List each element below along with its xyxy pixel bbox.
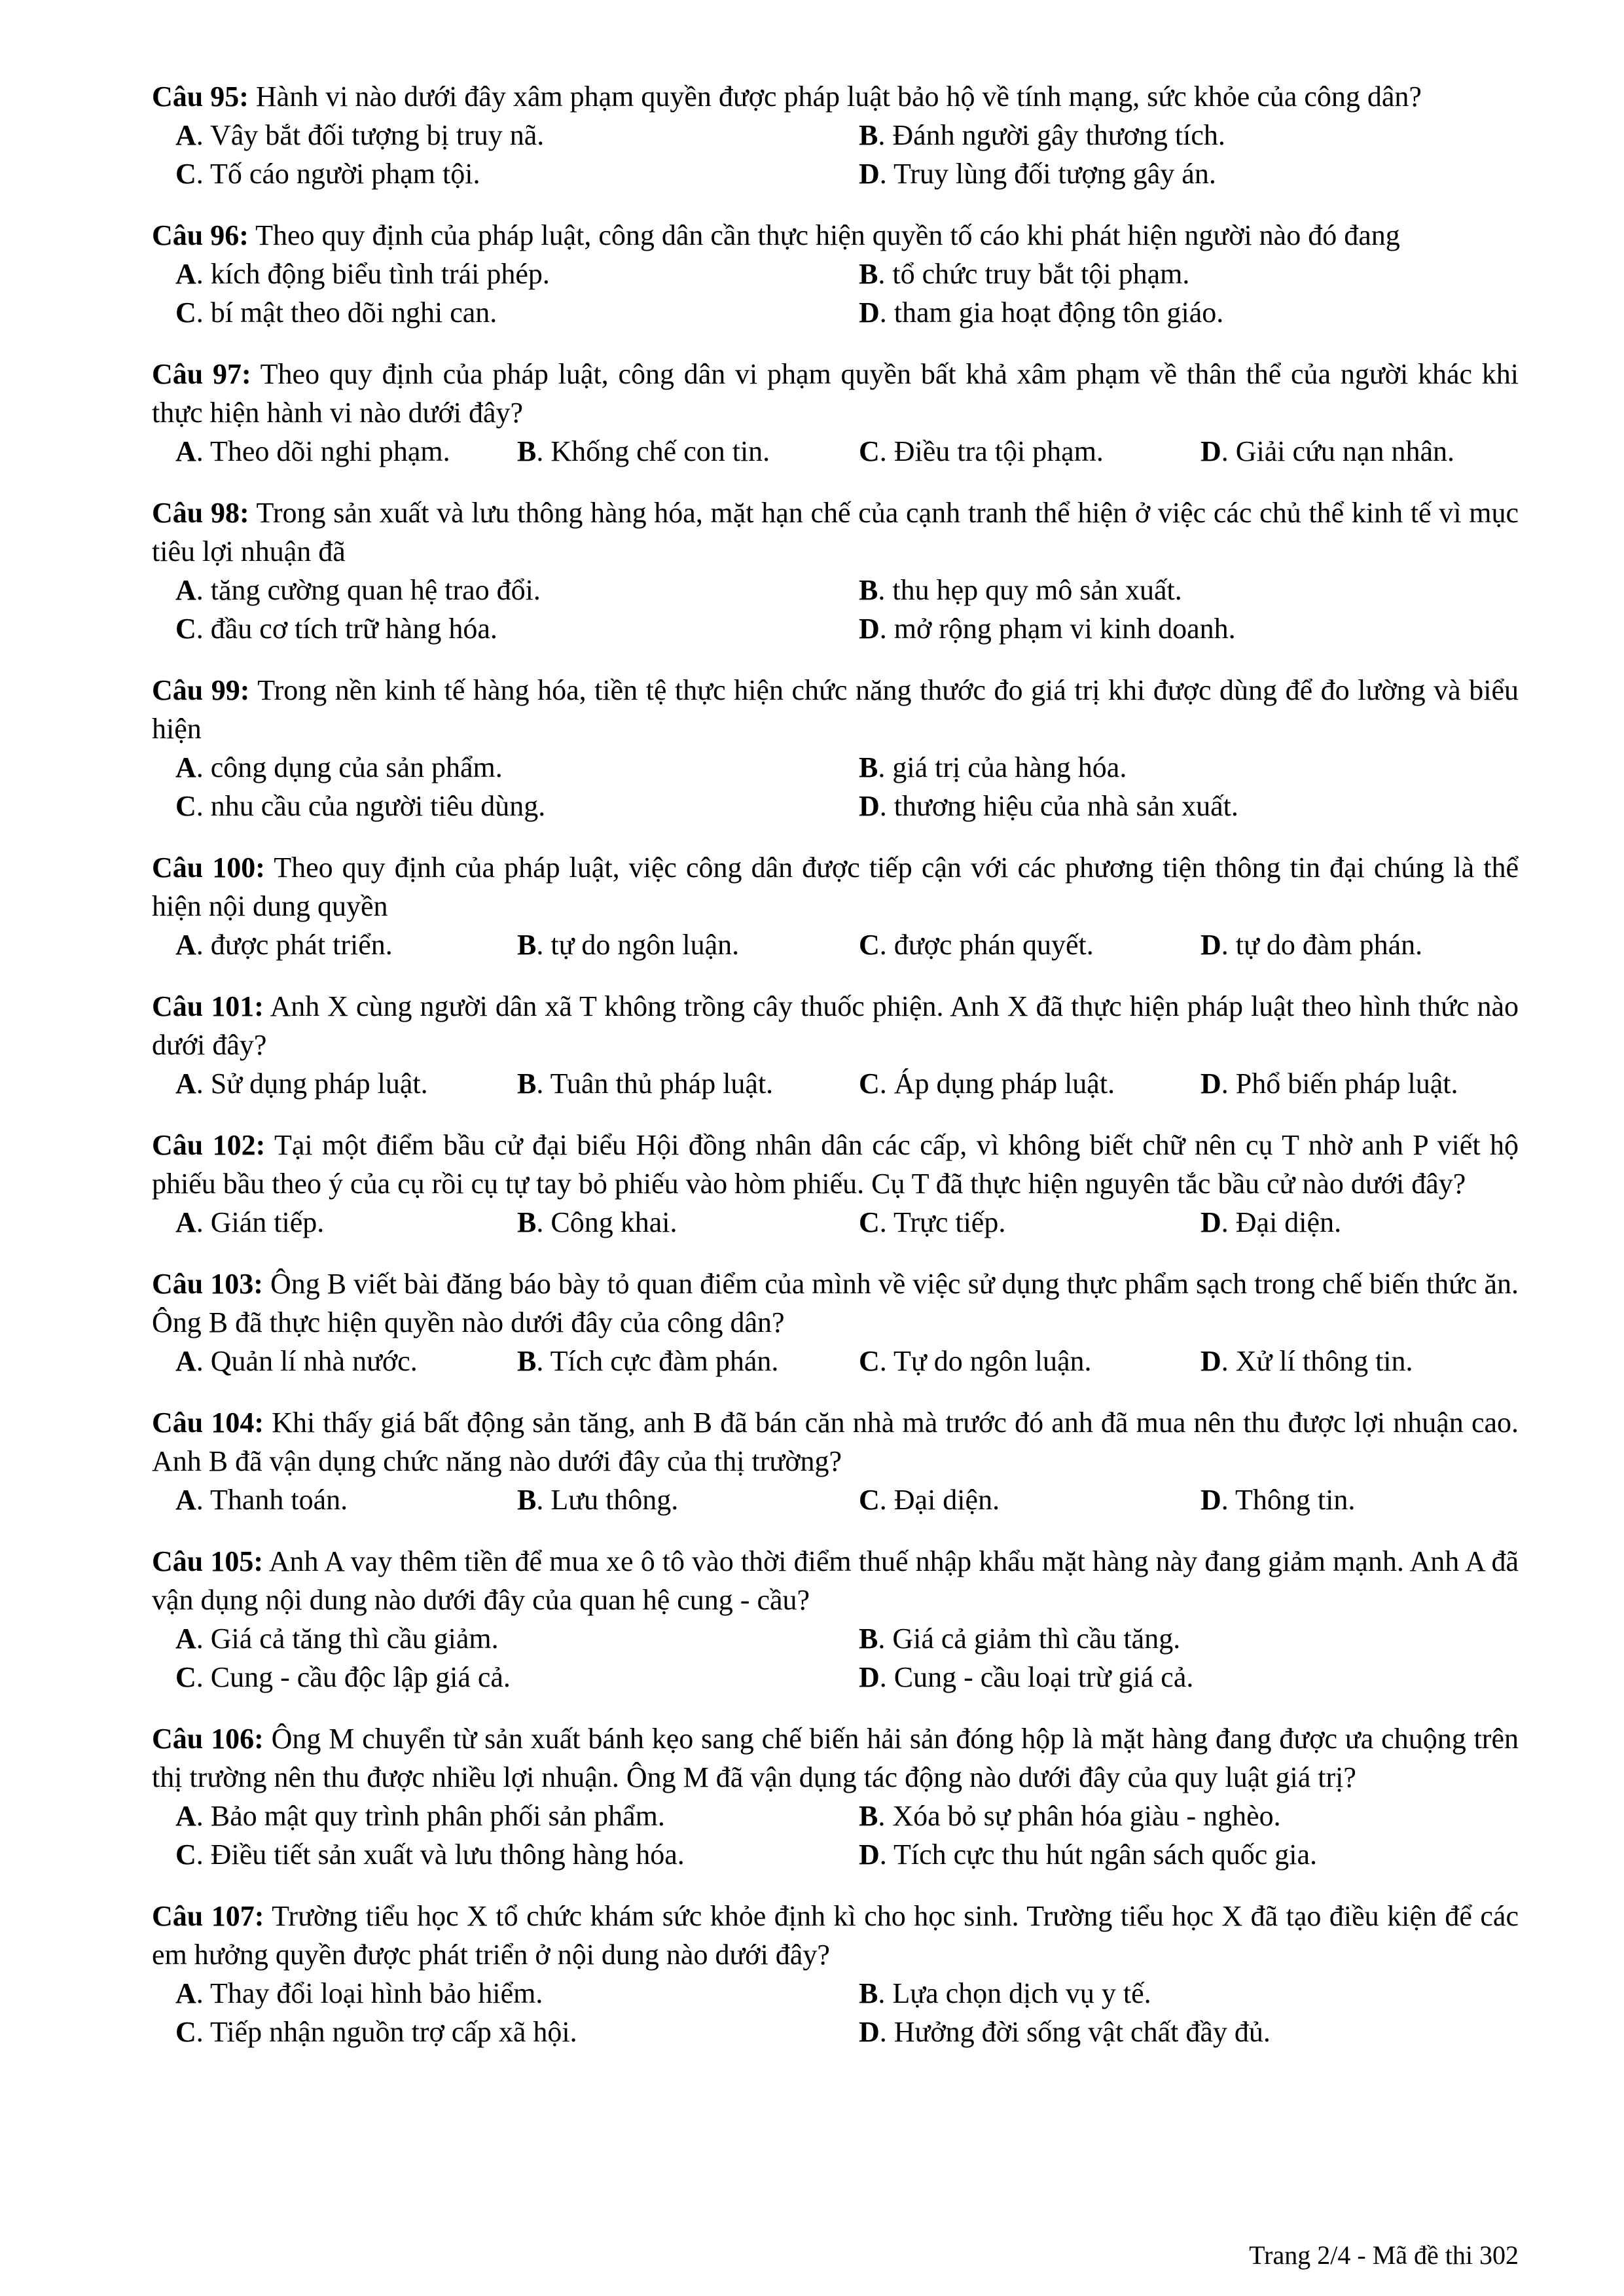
question-text <box>152 1126 1519 1203</box>
option-text: Theo dõi nghi phạm. <box>210 435 450 467</box>
option-text: Giá cả giảm thì cầu tăng. <box>892 1623 1181 1655</box>
option-letter: D <box>859 158 880 190</box>
answer-option: B. tổ chức truy bắt tội phạm. <box>859 258 1190 290</box>
question-number: Câu 97: <box>152 358 251 390</box>
question-stem: Theo quy định của pháp luật, việc công dân được tiếp cận với các phương tiện thông tin đại chúng là thể hiện nội dung quyền <box>152 852 1519 922</box>
option-letter: A <box>175 1800 196 1832</box>
option-text: tự do ngôn luận. <box>550 929 740 961</box>
option-letter: D <box>859 613 880 645</box>
option-letter: D <box>859 2016 880 2048</box>
option-text: được phán quyết. <box>893 929 1094 961</box>
option-text: Áp dụng pháp luật. <box>893 1067 1115 1100</box>
option-letter: C <box>859 1345 880 1377</box>
option-letter: B <box>859 1800 878 1832</box>
question-text <box>152 671 1519 748</box>
option-text: Xóa bỏ sự phân hóa giàu - nghèo. <box>892 1800 1281 1832</box>
question-text <box>152 216 1519 255</box>
question-number: Câu 106: <box>152 1723 264 1755</box>
option-letter: C <box>175 613 196 645</box>
question-number: Câu 101: <box>152 990 264 1022</box>
question-text <box>152 1897 1519 1974</box>
option-letter: A <box>175 1345 196 1377</box>
question-number: Câu 107: <box>152 1900 264 1932</box>
option-text: Thanh toán. <box>210 1484 348 1516</box>
question-number: Câu 100: <box>152 852 265 884</box>
answer-option: C. Tự do ngôn luận. <box>859 1345 1092 1377</box>
option-letter: D <box>1200 1345 1221 1377</box>
option-text: tổ chức truy bắt tội phạm. <box>892 258 1190 290</box>
option-text: Sử dụng pháp luật. <box>210 1067 428 1100</box>
question <box>152 848 1519 964</box>
option-text: Lưu thông. <box>550 1484 679 1516</box>
question-stem: Khi thấy giá bất động sản tăng, anh B đã bán căn nhà mà trước đó anh đã mua nên thu được lợi nhuận cao. Anh B đã vận dụng chức năng nào dưới đây của thị trường? <box>152 1407 1519 1477</box>
option-text: thương hiệu của nhà sản xuất. <box>893 790 1238 822</box>
option-letter: C <box>859 1484 880 1516</box>
question <box>152 1719 1519 1874</box>
answer-option: B. Khống chế con tin. <box>517 435 770 467</box>
option-text: Tố cáo người phạm tội. <box>210 158 480 190</box>
answer-option: D. mở rộng phạm vi kinh doanh. <box>859 613 1236 645</box>
answer-option: B. Tích cực đàm phán. <box>517 1345 779 1377</box>
answer-option: B. giá trị của hàng hóa. <box>859 751 1127 783</box>
option-text: tham gia hoạt động tôn giáo. <box>893 296 1224 329</box>
option-letter: D <box>1200 1484 1221 1516</box>
option-text: Đại diện. <box>1235 1206 1342 1238</box>
answer-option: A. Bảo mật quy trình phân phối sản phẩm. <box>175 1800 665 1832</box>
option-letter: A <box>175 1206 196 1238</box>
answer-option: B. Tuân thủ pháp luật. <box>517 1067 774 1100</box>
option-letter: A <box>175 435 196 467</box>
answer-option: D. tự do đàm phán. <box>1200 929 1423 961</box>
option-letter: C <box>175 790 196 822</box>
answer-option: D. Xử lí thông tin. <box>1200 1345 1413 1377</box>
answer-option: A. Quản lí nhà nước. <box>175 1345 418 1377</box>
answer-option: C. Cung - cầu độc lập giá cả. <box>175 1661 511 1693</box>
option-text: công dụng của sản phẩm. <box>210 751 503 783</box>
option-text: tự do đàm phán. <box>1235 929 1423 961</box>
option-letter: A <box>175 574 196 606</box>
option-letter: B <box>517 1484 537 1516</box>
option-text: Tích cực thu hút ngân sách quốc gia. <box>893 1839 1317 1871</box>
option-text: tăng cường quan hệ trao đổi. <box>210 574 541 606</box>
question <box>152 1126 1519 1242</box>
question-stem: Trường tiểu học X tổ chức khám sức khỏe định kì cho học sinh. Trường tiểu học X đã tạo điều kiện để các em hưởng quyền được phát triển ở nội dung nào dưới đây? <box>152 1900 1519 1971</box>
option-text: Gián tiếp. <box>210 1206 325 1238</box>
option-text: Tự do ngôn luận. <box>893 1345 1092 1377</box>
answer-option: D. Hưởng đời sống vật chất đầy đủ. <box>859 2016 1271 2048</box>
answer-option: D. Thông tin. <box>1200 1484 1356 1516</box>
answer-option: C. Đại diện. <box>859 1484 1000 1516</box>
answer-option: A. kích động biểu tình trái phép. <box>175 258 550 290</box>
question-text <box>152 1265 1519 1342</box>
option-text: Tích cực đàm phán. <box>550 1345 779 1377</box>
option-letter: B <box>517 435 537 467</box>
option-letter: B <box>517 1067 537 1100</box>
option-text: được phát triển. <box>210 929 393 961</box>
answer-option: A. Sử dụng pháp luật. <box>175 1067 428 1100</box>
answer-option: C. Tiếp nhận nguồn trợ cấp xã hội. <box>175 2016 577 2048</box>
question <box>152 355 1519 471</box>
question-number: Câu 103: <box>152 1268 263 1300</box>
option-letter: C <box>859 929 880 961</box>
answer-option: D. Giải cứu nạn nhân. <box>1200 435 1454 467</box>
answer-option: A. được phát triển. <box>175 929 393 961</box>
answer-option: A. Vây bắt đối tượng bị truy nã. <box>175 119 545 151</box>
question <box>152 1403 1519 1519</box>
option-letter: A <box>175 119 196 151</box>
option-letter: C <box>175 2016 196 2048</box>
question-text <box>152 493 1519 571</box>
option-letter: B <box>517 1206 537 1238</box>
option-text: Đại diện. <box>893 1484 1000 1516</box>
option-letter: D <box>859 1661 880 1693</box>
question-text <box>152 1542 1519 1619</box>
answer-option: B. Lưu thông. <box>517 1484 679 1516</box>
option-text: Thông tin. <box>1235 1484 1356 1516</box>
question-stem: Trong nền kinh tế hàng hóa, tiền tệ thực hiện chức năng thước đo giá trị khi được dùng để đo lường và biểu hiện <box>152 674 1519 745</box>
option-text: Thay đổi loại hình bảo hiểm. <box>210 1977 543 2009</box>
answer-option: C. Trực tiếp. <box>859 1206 1006 1238</box>
option-letter: D <box>1200 435 1221 467</box>
option-text: giá trị của hàng hóa. <box>892 751 1127 783</box>
answer-option: C. bí mật theo dõi nghi can. <box>175 296 497 329</box>
question-text <box>152 1403 1519 1480</box>
option-letter: C <box>175 158 196 190</box>
option-letter: D <box>859 790 880 822</box>
option-text: Điều tra tội phạm. <box>893 435 1104 467</box>
answer-option: D. Đại diện. <box>1200 1206 1342 1238</box>
option-text: đầu cơ tích trữ hàng hóa. <box>210 613 497 645</box>
answer-option: D. Phổ biến pháp luật. <box>1200 1067 1458 1100</box>
option-letter: A <box>175 1977 196 2009</box>
answer-option: C. đầu cơ tích trữ hàng hóa. <box>175 613 497 645</box>
question-text <box>152 77 1519 116</box>
option-text: Điều tiết sản xuất và lưu thông hàng hóa. <box>210 1839 685 1871</box>
answer-option: A. Thanh toán. <box>175 1484 348 1516</box>
option-text: Hưởng đời sống vật chất đầy đủ. <box>893 2016 1271 2048</box>
option-letter: B <box>859 119 878 151</box>
option-text: mở rộng phạm vi kinh doanh. <box>893 613 1236 645</box>
question-number: Câu 96: <box>152 219 249 251</box>
answer-option: B. Giá cả giảm thì cầu tăng. <box>859 1623 1181 1655</box>
option-text: Khống chế con tin. <box>550 435 770 467</box>
answer-option: A. Giá cả tăng thì cầu giảm. <box>175 1623 499 1655</box>
option-text: Truy lùng đối tượng gây án. <box>893 158 1216 190</box>
question-stem: Tại một điểm bầu cử đại biểu Hội đồng nhân dân các cấp, vì không biết chữ nên cụ T nhờ anh P viết hộ phiếu bầu theo ý của cụ rồi cụ tự tay bỏ phiếu vào hòm phiếu. Cụ T đã thực hiện nguyên tắc bầu cử nào dưới đây? <box>152 1129 1519 1200</box>
page-footer: Trang 2/4 - Mã đề thi 302 <box>1249 2240 1519 2270</box>
answer-option: D. tham gia hoạt động tôn giáo. <box>859 296 1224 329</box>
option-text: Quản lí nhà nước. <box>210 1345 418 1377</box>
option-text: nhu cầu của người tiêu dùng. <box>210 790 546 822</box>
option-letter: C <box>859 1067 880 1100</box>
answer-option: C. Áp dụng pháp luật. <box>859 1067 1115 1100</box>
answer-option: B. Đánh người gây thương tích. <box>859 119 1225 151</box>
option-letter: A <box>175 1623 196 1655</box>
answer-option: C. được phán quyết. <box>859 929 1094 961</box>
answer-option: C. Điều tra tội phạm. <box>859 435 1104 467</box>
question <box>152 216 1519 332</box>
option-letter: C <box>175 296 196 329</box>
option-text: Cung - cầu độc lập giá cả. <box>210 1661 511 1693</box>
option-text: kích động biểu tình trái phép. <box>210 258 550 290</box>
answer-option: B. Lựa chọn dịch vụ y tế. <box>859 1977 1151 2009</box>
option-letter: B <box>859 574 878 606</box>
option-text: Trực tiếp. <box>893 1206 1006 1238</box>
option-letter: B <box>859 258 878 290</box>
option-text: Bảo mật quy trình phân phối sản phẩm. <box>210 1800 665 1832</box>
question-text <box>152 1719 1519 1797</box>
option-letter: D <box>859 296 880 329</box>
option-letter: C <box>175 1661 196 1693</box>
option-text: Tuân thủ pháp luật. <box>550 1067 774 1100</box>
option-letter: A <box>175 1484 196 1516</box>
option-letter: B <box>517 929 537 961</box>
question-text <box>152 848 1519 925</box>
question <box>152 1265 1519 1380</box>
option-text: Phổ biến pháp luật. <box>1235 1067 1458 1100</box>
question-text <box>152 987 1519 1064</box>
option-text: Vây bắt đối tượng bị truy nã. <box>210 119 545 151</box>
question-stem: Anh X cùng người dân xã T không trồng cây thuốc phiện. Anh X đã thực hiện pháp luật theo hình thức nào dưới đây? <box>152 990 1519 1061</box>
option-text: Cung - cầu loại trừ giá cả. <box>893 1661 1194 1693</box>
question <box>152 987 1519 1103</box>
question-stem: Anh A vay thêm tiền để mua xe ô tô vào thời điểm thuế nhập khẩu mặt hàng này đang giảm mạnh. Anh A đã vận dụng nội dung nào dưới đây của quan hệ cung - cầu? <box>152 1545 1519 1616</box>
option-letter: D <box>1200 1206 1221 1238</box>
question-stem: Hành vi nào dưới đây xâm phạm quyền được pháp luật bảo hộ về tính mạng, sức khỏe của công dân? <box>255 81 1422 113</box>
answer-option: D. Truy lùng đối tượng gây án. <box>859 158 1216 190</box>
option-text: thu hẹp quy mô sản xuất. <box>892 574 1182 606</box>
option-letter: A <box>175 751 196 783</box>
answer-option: A. Gián tiếp. <box>175 1206 325 1238</box>
answer-option: A. Theo dõi nghi phạm. <box>175 435 450 467</box>
answer-option: B. Xóa bỏ sự phân hóa giàu - nghèo. <box>859 1800 1281 1832</box>
option-letter: D <box>859 1839 880 1871</box>
answer-option: D. Tích cực thu hút ngân sách quốc gia. <box>859 1839 1317 1871</box>
question-stem: Ông M chuyển từ sản xuất bánh kẹo sang chế biến hải sản đóng hộp là mặt hàng đang được ưa chuộng trên thị trường nên thu được nhiều lợi nhuận. Ông M đã vận dụng tác động nào dưới đây của quy luật giá trị? <box>152 1723 1519 1793</box>
option-text: Tiếp nhận nguồn trợ cấp xã hội. <box>210 2016 577 2048</box>
option-text: Xử lí thông tin. <box>1235 1345 1413 1377</box>
option-text: Đánh người gây thương tích. <box>892 119 1225 151</box>
question-number: Câu 105: <box>152 1545 264 1577</box>
question-stem: Trong sản xuất và lưu thông hàng hóa, mặt hạn chế của cạnh tranh thể hiện ở việc các chủ thể kinh tế vì mục tiêu lợi nhuận đã <box>152 497 1519 567</box>
question-stem: Theo quy định của pháp luật, công dân cần thực hiện quyền tố cáo khi phát hiện người nào đó đang <box>255 219 1400 251</box>
option-letter: B <box>517 1345 537 1377</box>
answer-option: A. tăng cường quan hệ trao đổi. <box>175 574 541 606</box>
answer-option: A. công dụng của sản phẩm. <box>175 751 503 783</box>
option-letter: C <box>859 1206 880 1238</box>
exam-page <box>152 77 1519 2074</box>
option-letter: B <box>859 1623 878 1655</box>
question-stem: Ông B viết bài đăng báo bày tỏ quan điểm của mình về việc sử dụng thực phẩm sạch trong chế biến thức ăn. Ông B đã thực hiện quyền nào dưới đây của công dân? <box>152 1268 1519 1338</box>
question-number: Câu 98: <box>152 497 249 529</box>
option-letter: C <box>175 1839 196 1871</box>
answer-option: A. Thay đổi loại hình bảo hiểm. <box>175 1977 543 2009</box>
answer-option: C. Tố cáo người phạm tội. <box>175 158 480 190</box>
question-number: Câu 102: <box>152 1129 266 1161</box>
question <box>152 493 1519 648</box>
option-text: Lựa chọn dịch vụ y tế. <box>892 1977 1151 2009</box>
option-letter: D <box>1200 929 1221 961</box>
answer-option: D. thương hiệu của nhà sản xuất. <box>859 790 1238 822</box>
option-text: Giá cả tăng thì cầu giảm. <box>210 1623 499 1655</box>
question-stem: Theo quy định của pháp luật, công dân vi phạm quyền bất khả xâm phạm về thân thể của người khác khi thực hiện hành vi nào dưới đây? <box>152 358 1519 429</box>
question <box>152 1542 1519 1696</box>
answer-option: C. nhu cầu của người tiêu dùng. <box>175 790 546 822</box>
question <box>152 77 1519 193</box>
option-letter: A <box>175 1067 196 1100</box>
question-number: Câu 95: <box>152 81 249 113</box>
answer-option: B. tự do ngôn luận. <box>517 929 740 961</box>
option-text: Công khai. <box>550 1206 677 1238</box>
option-letter: B <box>859 1977 878 2009</box>
answer-option: B. Công khai. <box>517 1206 677 1238</box>
answer-option: B. thu hẹp quy mô sản xuất. <box>859 574 1182 606</box>
question-number: Câu 99: <box>152 674 250 706</box>
option-letter: D <box>1200 1067 1221 1100</box>
answer-option: D. Cung - cầu loại trừ giá cả. <box>859 1661 1194 1693</box>
question-text <box>152 355 1519 432</box>
option-text: Giải cứu nạn nhân. <box>1235 435 1454 467</box>
option-letter: B <box>859 751 878 783</box>
question <box>152 671 1519 825</box>
option-letter: A <box>175 258 196 290</box>
question-number: Câu 104: <box>152 1407 264 1439</box>
option-letter: C <box>859 435 880 467</box>
question <box>152 1897 1519 2051</box>
option-text: bí mật theo dõi nghi can. <box>210 296 497 329</box>
answer-option: C. Điều tiết sản xuất và lưu thông hàng hóa. <box>175 1839 685 1871</box>
option-letter: A <box>175 929 196 961</box>
